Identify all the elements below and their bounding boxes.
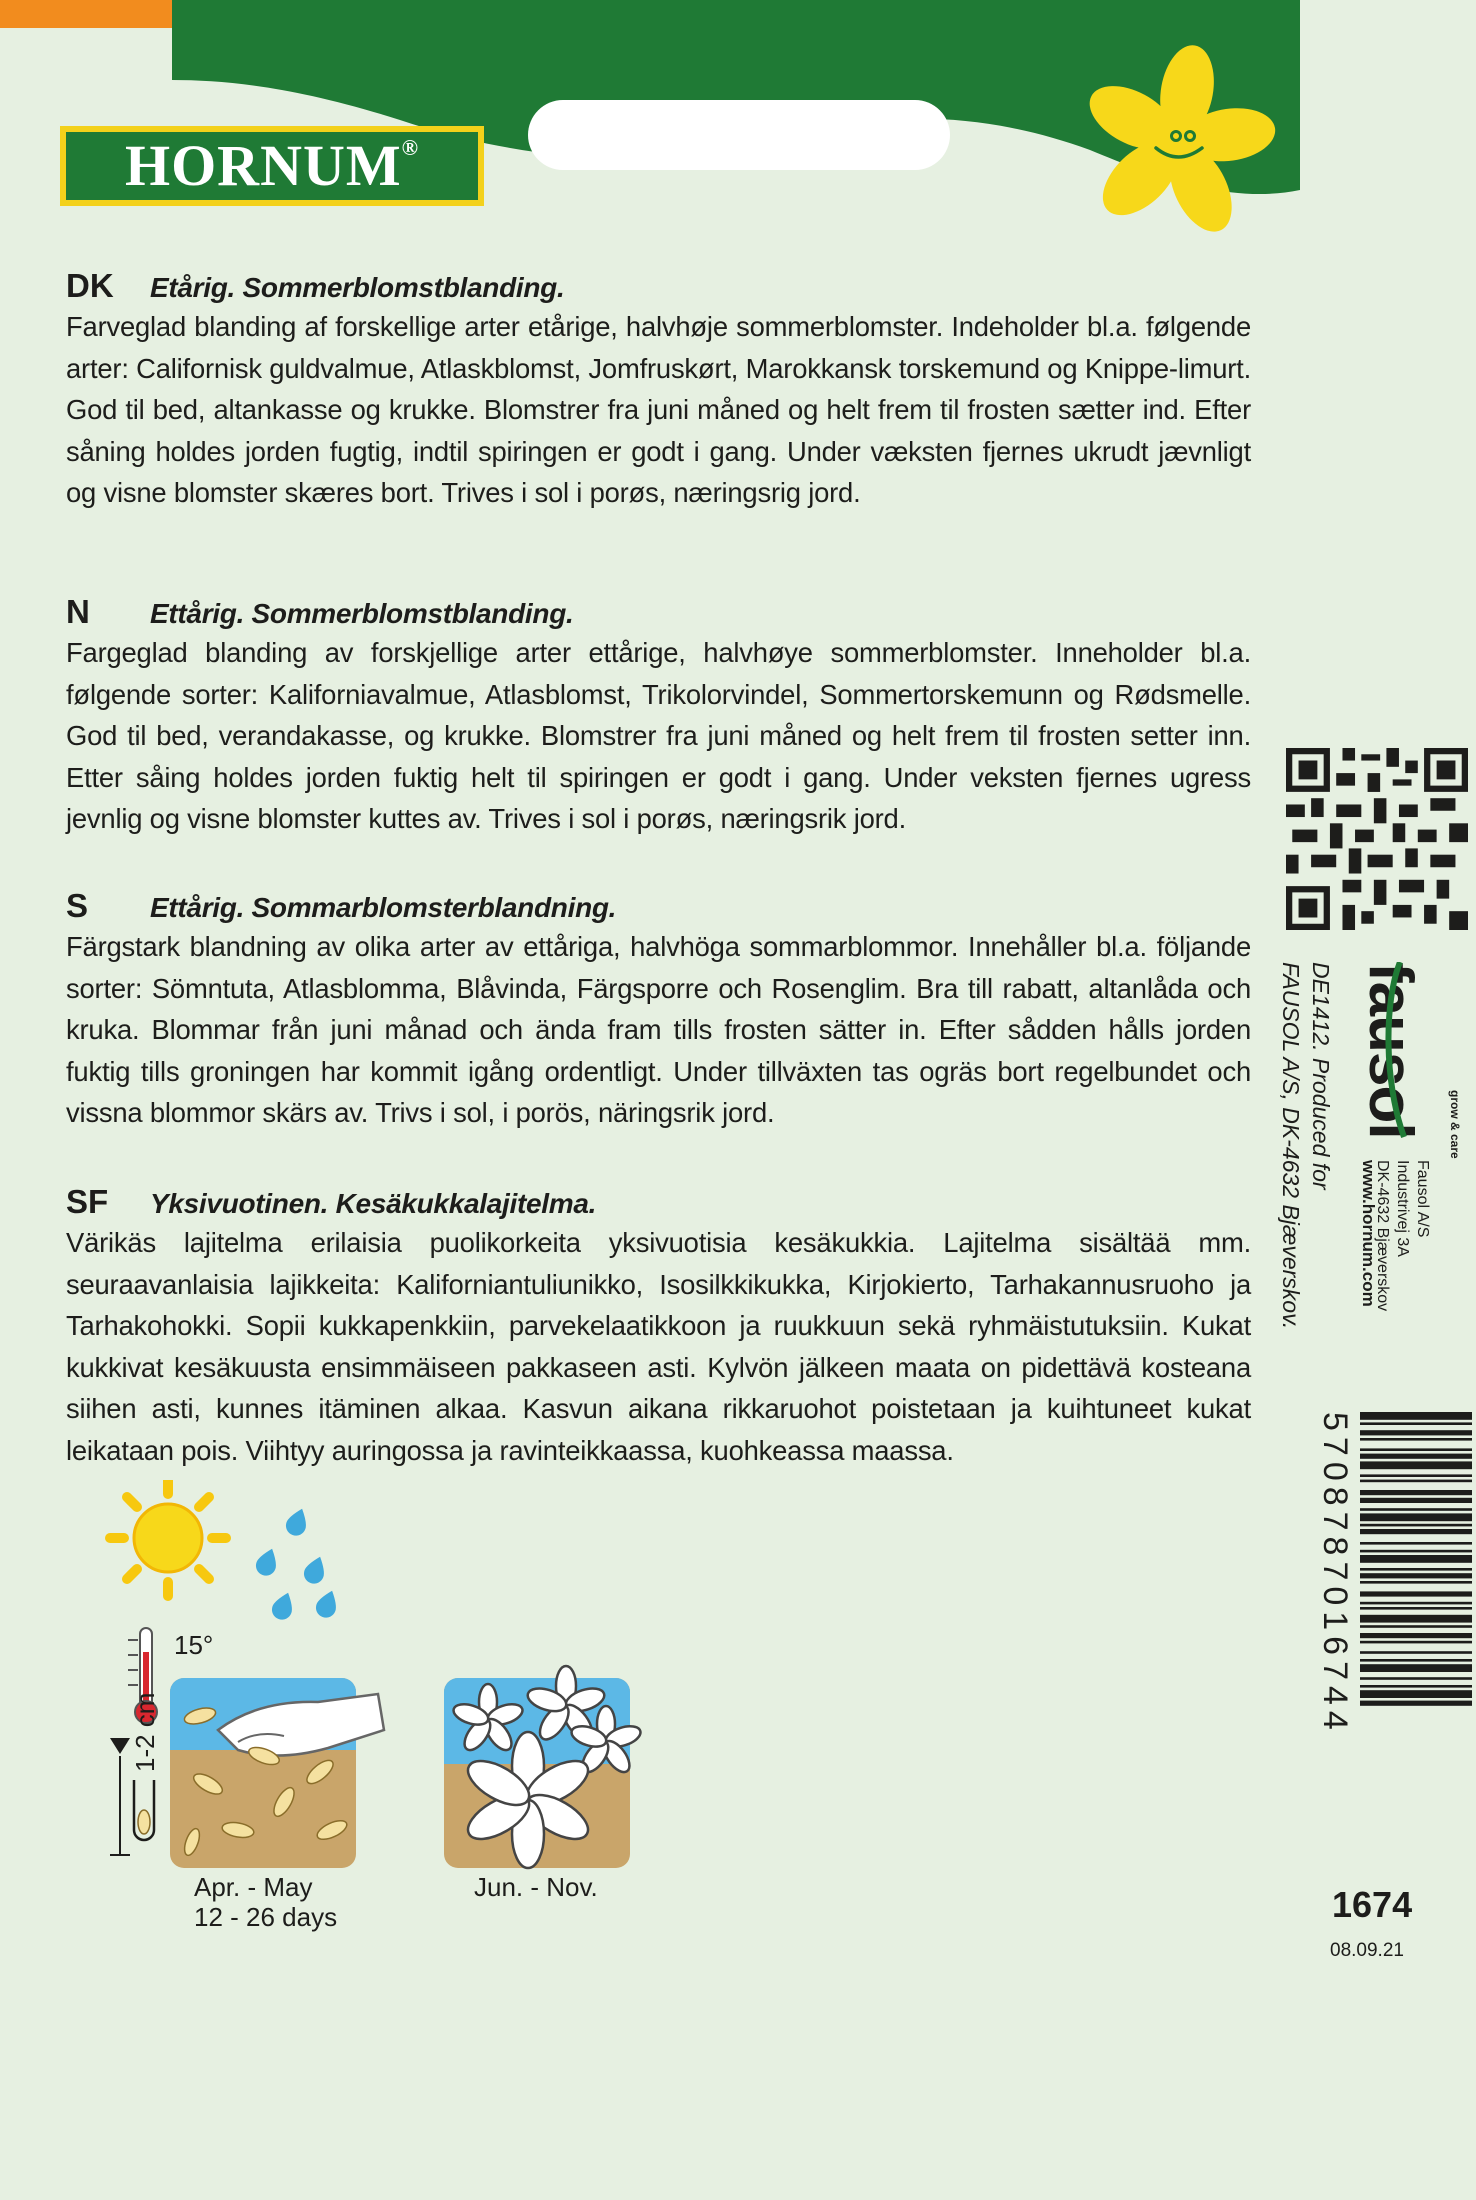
section-dk — [66, 266, 1251, 514]
water-drops-icon — [253, 1505, 341, 1622]
flowers-icon — [444, 1666, 643, 1868]
section-body: Färgstark blandning av olika arter av ettåriga, halvhöga sommarblommor. Innehåller bl.a. följande sorter: Sömntuta, Atlasblomma, Blåvinda, Färgsporre och Rosenglim. Bra till rabatt, altanlåda och kruka. Blommar från juni månad och ända fram tills frosten sätter in. Efter sådden hålls jorden fuktig tills groningen har kommit igång ordentligt. Under tillväxten tas ogräs bort regelbundet och vissna blommor skärs av. Trivs i sol, i porös, näringsrik jord. — [66, 931, 1251, 1128]
hornum-logo — [60, 126, 484, 206]
lang-code: N — [66, 593, 90, 630]
section-body: Värikäs lajitelma erilaisia puolikorkeita yksivuotisia kesäkukkia. Lajitelma sisältää mm. seuraavanlaisia lajikkeita: Kaliforniantuliunikko, Isosilkkikukka, Kirjokierto, Tarhakannusruoho ja Tarhakohokki. Sopii kukkapenkkiin, parvekelaatikkoon ja ruukkuun sekä ryhmäistutuksiin. Kukat kukkivat kesäkuusta ensimmäiseen pakkaseen asti. Kylvön jälkeen maata on pidettävä kosteana siihen asti, kunnes itäminen alkaa. Kasvun aikana rikkaruohot poistetaan ja kuihtuneet kukat leikataan pois. Viihtyy auringossa ja ravinteikkaassa, kuohkeassa maassa. — [66, 1227, 1251, 1466]
print-date: 08.09.21 — [1330, 1940, 1404, 1961]
section-subtitle: Ettårig. Sommarblomsterblandning. — [150, 892, 617, 923]
item-number: 1674 — [1332, 1884, 1413, 1925]
website: www.hornum.com — [1359, 1160, 1378, 1307]
fausol-address: Fausol A/S Industrivej 3A DK-4632 Bjæverskov — [1374, 1160, 1431, 1312]
fausol-logo: fausol — [1356, 962, 1425, 1139]
lang-code: SF — [66, 1183, 109, 1220]
section-s — [66, 886, 1251, 1134]
section-subtitle: Yksivuotinen. Kesäkukkalajitelma. — [150, 1188, 597, 1219]
depth-label: 1-2 cm — [130, 1692, 160, 1772]
lang-code: DK — [66, 267, 114, 304]
section-body: Fargeglad blanding av forskjellige arter ettårige, halvhøye sommerblomster. Inneholder bl.a. følgende sorter: Kaliforniavalmue, Atlasblomst, Trikolorvindel, Sommertorskemunn og Rødsmelle. God til bed, verandakasse, og krukke. Blomstrer fra juni måned og helt frem til frosten setter inn. Etter såing holdes jorden fuktig helt til spiringen er godt i gang. Under veksten fjernes ugress jevnlig og visne blomster kuttes av. Trives i sol i porøs, næringsrik jord. — [66, 637, 1251, 834]
germination-label: 12 - 26 days — [194, 1902, 338, 1932]
section-subtitle: Etårig. Sommerblomstblanding. — [150, 272, 565, 303]
lang-code: S — [66, 887, 89, 924]
section-n — [66, 592, 1251, 840]
section-sf — [66, 1182, 1251, 1471]
qr-code-icon — [1286, 748, 1468, 930]
growing-icons — [88, 1480, 688, 1900]
fausol-tagline: grow & care — [1448, 1090, 1462, 1159]
temperature-label: 15° — [174, 1630, 214, 1660]
barcode-number: 5708787016744 — [1316, 1412, 1354, 1736]
producer-statement: DE1412. Produced for FAUSOL A/S, DK-4632 Bjæverskov. — [1278, 962, 1334, 1330]
sun-icon — [110, 1480, 226, 1596]
flowering-period-label: Jun. - Nov. — [474, 1872, 598, 1902]
section-body: Farveglad blanding af forskellige arter etårige, halvhøje sommerblomster. Indeholder bl.a. følgende arter: Californisk guldvalmue, Atlaskblomst, Jomfruskørt, Marokkansk torskemund og Knippe-limurt. God til bed, altankasse og krukke. Blomstrer fra juni måned og helt frem til frosten sætter ind. Efter såning holdes jorden fugtig, indtil spiringen er godt i gang. Under væksten fjernes ukrudt jævnligt og visne blomster skæres bort. Trives i sol i porøs, næringsrig jord. — [66, 311, 1251, 508]
fausol-swoosh-icon — [1380, 962, 1410, 1142]
logo-text: HORNUM® — [124, 133, 420, 198]
sowing-hand-icon — [170, 1678, 384, 1868]
sowing-period-label: Apr. - May — [194, 1872, 313, 1902]
section-subtitle: Ettårig. Sommerblomstblanding. — [150, 598, 574, 629]
